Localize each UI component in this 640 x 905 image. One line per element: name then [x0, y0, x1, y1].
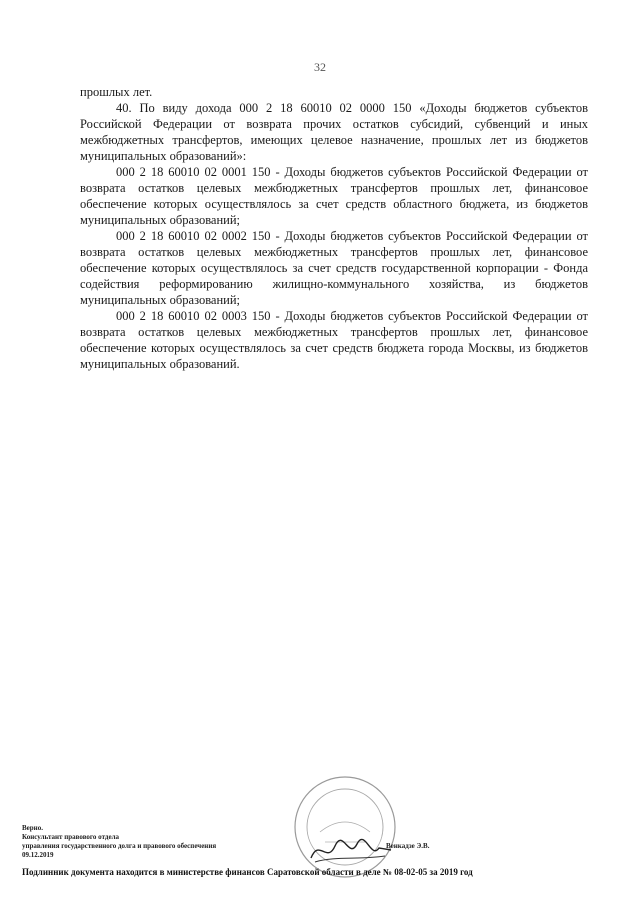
paragraph-code-0003: 000 2 18 60010 02 0003 150 - Доходы бюджетов субъектов Российской Федерации от возврата остатков целевых межбюджетных трансфертов прошлых лет, финансовое обеспечение которых осуществлялось за счет средств бюджета города Москвы, из бюджетов муниципальных образований. [80, 309, 588, 371]
paragraph-code-0001: 000 2 18 60010 02 0001 150 - Доходы бюджетов субъектов Российской Федерации от возврата остатков целевых межбюджетных трансфертов прошлых лет, финансовое обеспечение которых осуществлялось за счет средств областного бюджета, из бюджетов муниципальных образований; [80, 165, 588, 227]
document-body [80, 84, 588, 372]
paragraph-code-0002: 000 2 18 60010 02 0002 150 - Доходы бюджетов субъектов Российской Федерации от возврата остатков целевых межбюджетных трансфертов прошлых лет, финансовое обеспечение которых осуществлялось за счет средств государственной корпорации - Фонда содействия реформированию жилищно-коммунального хозяйства, из бюджетов муниципальных образований; [80, 229, 588, 307]
certification-line: Верно. [22, 824, 43, 832]
signer-name: Венкадзе Э.В. [386, 842, 430, 850]
page-number: 32 [314, 60, 326, 74]
paragraph-continuation: прошлых лет. [80, 85, 153, 99]
certification-block [22, 824, 582, 860]
certification-line: 09.12.2019 [22, 851, 54, 859]
paragraph-item-40: 40. По виду дохода 000 2 18 60010 02 0000 150 «Доходы бюджетов субъектов Российской Федерации от возврата прочих остатков субсидий, субвенций и иных межбюджетных трансфертов, имеющих целевое назначение, прошлых лет из бюджетов муниципальных образований»: [80, 101, 588, 163]
certification-line: управления государственного долга и правового обеспечения [22, 842, 217, 850]
original-location-note: Подлинник документа находится в министерстве финансов Саратовской области в деле № 08-02-05 за 2019 год [22, 867, 473, 877]
certification-line: Консультант правового отдела [22, 833, 120, 841]
